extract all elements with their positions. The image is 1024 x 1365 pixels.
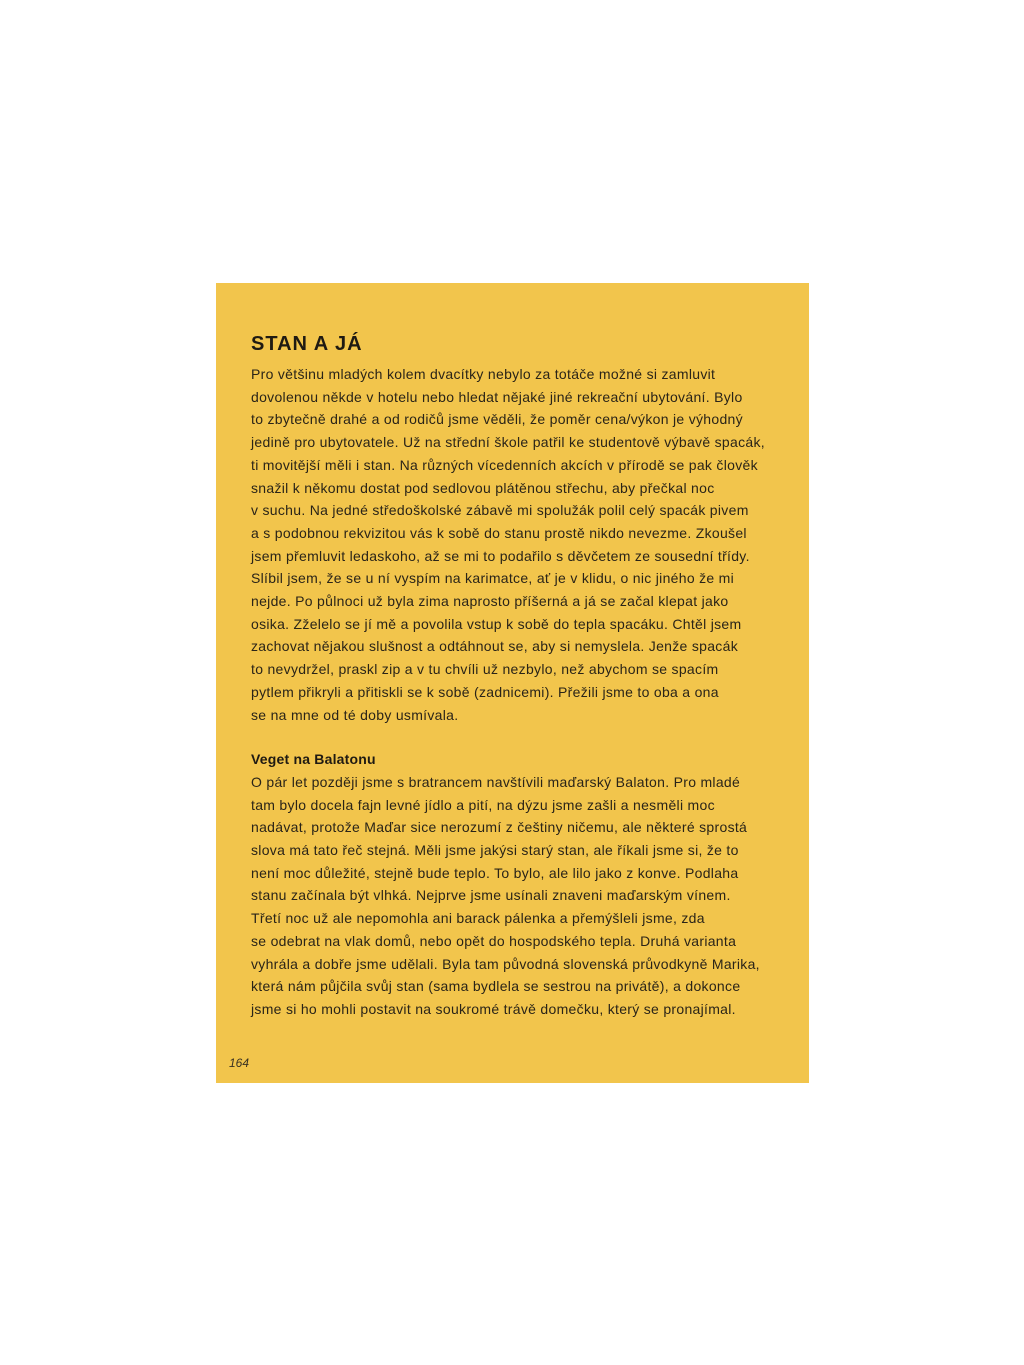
text-line: není moc důležité, stejně bude teplo. To bylo, ale lilo jako z konve. Podlaha [251, 864, 739, 881]
text-line: se na mne od té doby usmívala. [251, 706, 459, 723]
text-line: snažil k někomu dostat pod sedlovou plátěnou střechu, aby přečkal noc [251, 479, 715, 496]
text-line: vyhrála a dobře jsme udělali. Byla tam původná slovenská průvodkyně Marika, [251, 955, 760, 972]
text-line: Třetí noc už ale nepomohla ani barack pálenka a přemýšleli jsme, zda [251, 910, 705, 927]
text-line: se odebrat na vlak domů, nebo opět do hospodského tepla. Druhá varianta [251, 932, 737, 949]
text-line: jsme si ho mohli postavit na soukromé trávě domečku, který se pronajímal. [251, 1000, 736, 1017]
text-line: ti movitější měli i stan. Na různých vícedenních akcích v přírodě se pak člověk [251, 456, 758, 473]
text-line: O pár let později jsme s bratrancem navštívili maďarský Balaton. Pro mladé [251, 773, 741, 790]
text-line: Pro většinu mladých kolem dvacítky nebylo za totáče možné si zamluvit [251, 366, 716, 382]
text-line: pytlem přikryli a přitiskli se k sobě (zadnicemi). Přežili jsme to oba a ona [251, 683, 719, 700]
section-2-body [251, 771, 791, 1021]
text-line: jsem přemluvit ledaskoho, až se mi to podařilo s děvčetem ze sousední třídy. [251, 547, 750, 564]
text-line: která nám půjčila svůj stan (sama bydlela se sestrou na privátě), a dokonce [251, 978, 741, 995]
text-line: slova má tato řeč stejná. Měli jsme jakýsi starý stan, ale říkali jsme si, že to [251, 842, 739, 859]
chapter-title: STAN A JÁ [251, 333, 363, 355]
text-line: Slíbil jsem, že se u ní vyspím na karimatce, ať je v klidu, o nic jiného že mi [251, 570, 735, 587]
text-line: zachovat nějakou slušnost a odtáhnout se, aby si nemyslela. Jenže spacák [251, 638, 738, 655]
page-number: 164 [229, 1056, 250, 1070]
text-line: to nevydržel, praskl zip a v tu chvíli už nezbylo, než abychom se spacím [251, 661, 719, 678]
text-line: dovolenou někde v hotelu nebo hledat nějaké jiné rekreační ubytování. Bylo [251, 388, 743, 405]
text-line: tam bylo docela fajn levné jídlo a pití, na dýzu jsme zašli a nesměli moc [251, 796, 715, 813]
section-1-body [251, 363, 791, 726]
text-line: v suchu. Na jedné středoškolské zábavě mi spolužák polil celý spacák pivem [251, 502, 749, 519]
text-line: jedině pro ubytovatele. Už na střední škole patřil ke studentově výbavě spacák, [251, 434, 765, 451]
page-content [251, 331, 791, 1021]
text-line: a s podobnou rekvizitou vás k sobě do stanu prostě nikdo nevezme. Zkoušel [251, 524, 747, 541]
page-panel [216, 283, 809, 1083]
text-line: stanu začínala být vlhká. Nejprve jsme usínali znaveni maďarským vínem. [251, 887, 731, 904]
text-line: osika. Zželelo se jí mě a povolila vstup k sobě do tepla spacáku. Chtěl jsem [251, 615, 742, 632]
text-line: nejde. Po půlnoci už byla zima naprosto příšerná a já se začal klepat jako [251, 593, 729, 610]
text-line: nadávat, protože Maďar sice nerozumí z češtiny ničemu, ale některé sprostá [251, 819, 748, 836]
text-line: to zbytečně drahé a od rodičů jsme věděli, že poměr cena/výkon je výhodný [251, 411, 743, 428]
section-2-heading: Veget na Balatonu [251, 751, 376, 768]
